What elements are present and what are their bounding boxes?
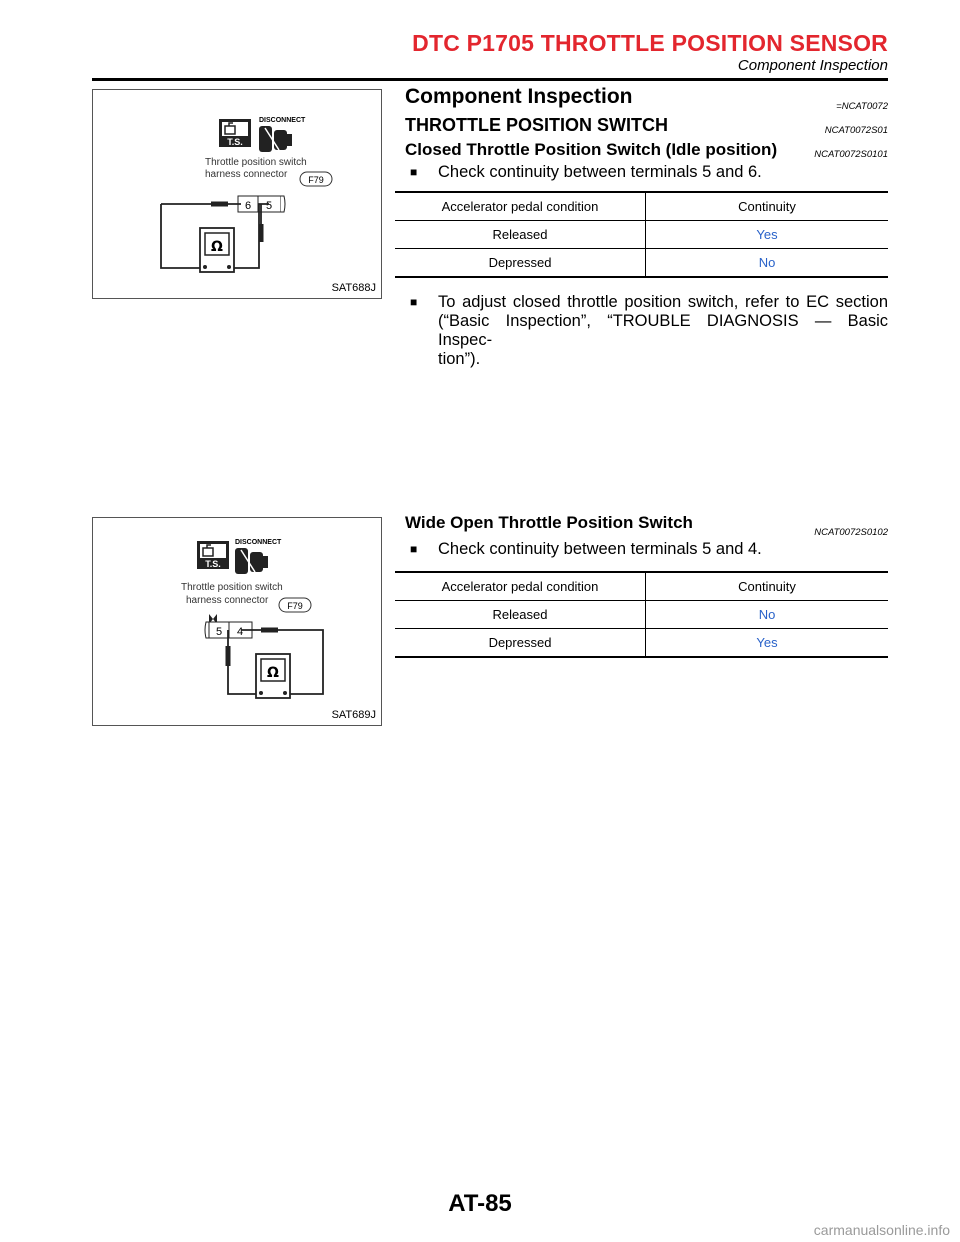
- table-header-row: [395, 572, 888, 601]
- ts-label: T.S.: [227, 137, 243, 147]
- figure-sat689j: [92, 517, 382, 726]
- wide-open-switch-title: Wide Open Throttle Position Switch: [405, 513, 693, 532]
- page-header-title: DTC P1705 THROTTLE POSITION SENSOR: [412, 30, 888, 56]
- svg-text:F79: F79: [308, 175, 324, 185]
- table-header-cell: Accelerator pedal condition: [395, 572, 646, 601]
- tool-icon: [219, 119, 251, 147]
- terminal-label: 6: [244, 200, 252, 212]
- table-header-cell: Continuity: [646, 572, 889, 601]
- bullet-text: Check continuity between terminals 5 and 4.: [438, 540, 762, 558]
- ohmmeter: [256, 654, 290, 698]
- connector-id-badge: [300, 172, 332, 186]
- figure-label-line2: harness connector: [205, 169, 288, 180]
- table-cell: Depressed: [395, 629, 646, 658]
- header-divider: [92, 78, 888, 81]
- wide-open-switch-table: [395, 571, 888, 658]
- subsection-title: THROTTLE POSITION SWITCH: [405, 115, 668, 135]
- closed-switch-table: [395, 191, 888, 278]
- table-header-cell: Accelerator pedal condition: [395, 192, 646, 221]
- table-cell: No: [646, 601, 889, 629]
- table-cell: Released: [395, 221, 646, 249]
- disconnect-connector-icon: [235, 548, 268, 574]
- wide-open-switch-code: NCAT0072S0102: [814, 527, 888, 538]
- bullet-icon: ■: [410, 542, 418, 556]
- subsection-code: NCAT0072S01: [824, 125, 888, 136]
- figure-id: SAT689J: [331, 709, 376, 721]
- bullet-icon: ■: [410, 165, 418, 179]
- table-header-row: [395, 192, 888, 221]
- svg-text:F79: F79: [287, 601, 303, 611]
- terminal-label: 5: [265, 200, 273, 212]
- table-cell: Released: [395, 601, 646, 629]
- disconnect-label: DISCONNECT: [235, 539, 282, 546]
- figure-label-line1: Throttle position switch: [205, 157, 307, 168]
- table-cell: Yes: [646, 221, 889, 249]
- figure-id: SAT688J: [331, 282, 376, 294]
- disconnect-label: DISCONNECT: [259, 117, 306, 124]
- figure-label-line2: harness connector: [186, 595, 269, 606]
- page-header-subtitle: Component Inspection: [737, 57, 888, 74]
- ts-label: T.S.: [205, 559, 221, 569]
- connector-id-badge: [279, 598, 311, 612]
- ohm-symbol: Ω: [211, 239, 223, 255]
- ohmmeter: [200, 228, 234, 272]
- closed-switch-bullet: [410, 163, 888, 183]
- section-title: Component Inspection: [405, 85, 633, 108]
- disconnect-connector-icon: [259, 126, 292, 152]
- table-row: [395, 629, 888, 658]
- section-code: =NCAT0072: [836, 101, 888, 112]
- figure-label-line1: Throttle position switch: [181, 582, 283, 593]
- closed-switch-code: NCAT0072S0101: [814, 149, 888, 160]
- terminal-label: 4: [236, 626, 244, 638]
- adjust-note: [410, 293, 888, 368]
- page-number: AT-85: [448, 1190, 512, 1217]
- table-row: [395, 221, 888, 249]
- table-header-cell: Continuity: [646, 192, 889, 221]
- table-row: [395, 249, 888, 278]
- wiring-diagram-2: [93, 518, 381, 725]
- adjust-note-text-cont: tion”).: [438, 350, 481, 368]
- table-row: [395, 601, 888, 629]
- closed-switch-title: Closed Throttle Position Switch (Idle position): [405, 140, 778, 159]
- terminal-label: 5: [215, 626, 223, 638]
- watermark: carmanualsonline.info: [813, 1222, 950, 1238]
- wide-open-switch-bullet: [410, 540, 888, 560]
- table-cell: No: [646, 249, 889, 278]
- tool-icon: [197, 541, 229, 569]
- table-cell: Depressed: [395, 249, 646, 278]
- adjust-note-text: To adjust closed throttle position switch, refer to EC section (“Basic Inspection”, “TROUBLE DIAGNOSIS — Basic Inspec-: [438, 293, 888, 349]
- ohm-symbol: Ω: [267, 665, 279, 681]
- bullet-text: Check continuity between terminals 5 and 6.: [438, 163, 762, 181]
- wiring-diagram-1: [93, 90, 381, 298]
- bullet-icon: ■: [410, 295, 418, 309]
- table-cell: Yes: [646, 629, 889, 658]
- figure-sat688j: [92, 89, 382, 299]
